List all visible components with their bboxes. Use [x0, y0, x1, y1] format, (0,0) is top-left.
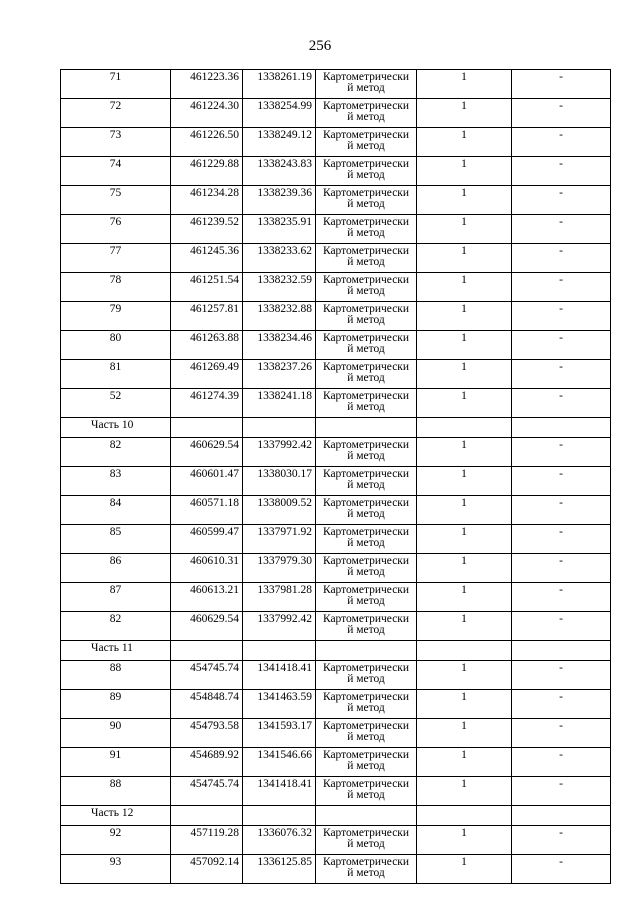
method-cell: Картометрически й метод: [316, 496, 417, 525]
method-cell: Картометрически й метод: [316, 554, 417, 583]
y-coordinate-cell: 1337992.42: [243, 612, 316, 641]
count-cell: 1: [417, 777, 512, 806]
point-number-cell: 90: [61, 719, 171, 748]
x-coordinate-cell: 460599.47: [171, 525, 243, 554]
section-label-cell: Часть 12: [61, 806, 171, 826]
method-cell: Картометрически й метод: [316, 157, 417, 186]
point-number-cell: 77: [61, 244, 171, 273]
table-row: [61, 360, 611, 389]
note-cell: -: [512, 186, 611, 215]
x-coordinate-cell: 461274.39: [171, 389, 243, 418]
method-cell: Картометрически й метод: [316, 855, 417, 884]
count-cell: 1: [417, 855, 512, 884]
y-coordinate-cell: 1336076.32: [243, 826, 316, 855]
count-cell: [417, 806, 512, 826]
point-number-cell: 72: [61, 99, 171, 128]
count-cell: 1: [417, 719, 512, 748]
method-cell: [316, 641, 417, 661]
method-cell: Картометрически й метод: [316, 661, 417, 690]
note-cell: -: [512, 525, 611, 554]
table-row: [61, 128, 611, 157]
note-cell: -: [512, 690, 611, 719]
method-cell: Картометрически й метод: [316, 826, 417, 855]
table-row: [61, 661, 611, 690]
x-coordinate-cell: 461245.36: [171, 244, 243, 273]
count-cell: 1: [417, 215, 512, 244]
count-cell: 1: [417, 525, 512, 554]
y-coordinate-cell: 1338241.18: [243, 389, 316, 418]
x-coordinate-cell: 460613.21: [171, 583, 243, 612]
point-number-cell: 82: [61, 612, 171, 641]
y-coordinate-cell: 1338239.36: [243, 186, 316, 215]
note-cell: [512, 641, 611, 661]
note-cell: -: [512, 389, 611, 418]
method-cell: Картометрически й метод: [316, 70, 417, 99]
y-coordinate-cell: 1337981.28: [243, 583, 316, 612]
x-coordinate-cell: 460571.18: [171, 496, 243, 525]
note-cell: -: [512, 438, 611, 467]
table-row: [61, 438, 611, 467]
section-label-cell: Часть 10: [61, 418, 171, 438]
point-number-cell: 88: [61, 777, 171, 806]
y-coordinate-cell: 1341593.17: [243, 719, 316, 748]
note-cell: -: [512, 612, 611, 641]
point-number-cell: 52: [61, 389, 171, 418]
method-cell: Картометрически й метод: [316, 186, 417, 215]
count-cell: 1: [417, 186, 512, 215]
count-cell: [417, 418, 512, 438]
note-cell: -: [512, 215, 611, 244]
note-cell: -: [512, 826, 611, 855]
x-coordinate-cell: 461257.81: [171, 302, 243, 331]
count-cell: 1: [417, 273, 512, 302]
method-cell: Картометрически й метод: [316, 612, 417, 641]
point-number-cell: 80: [61, 331, 171, 360]
point-number-cell: 73: [61, 128, 171, 157]
x-coordinate-cell: 460629.54: [171, 438, 243, 467]
note-cell: -: [512, 496, 611, 525]
y-coordinate-cell: 1338232.88: [243, 302, 316, 331]
x-coordinate-cell: 461226.50: [171, 128, 243, 157]
count-cell: 1: [417, 389, 512, 418]
table-row: [61, 525, 611, 554]
y-coordinate-cell: 1338237.26: [243, 360, 316, 389]
y-cell: [243, 641, 316, 661]
table-row: [61, 612, 611, 641]
table-row: [61, 583, 611, 612]
point-number-cell: 84: [61, 496, 171, 525]
table-row: [61, 855, 611, 884]
method-cell: Картометрически й метод: [316, 690, 417, 719]
table-row: [61, 331, 611, 360]
count-cell: 1: [417, 438, 512, 467]
y-coordinate-cell: 1341463.59: [243, 690, 316, 719]
table-row: [61, 244, 611, 273]
count-cell: [417, 641, 512, 661]
table-row: [61, 467, 611, 496]
page-number: 256: [308, 38, 332, 54]
point-number-cell: 92: [61, 826, 171, 855]
y-coordinate-cell: 1341418.41: [243, 661, 316, 690]
section-row: [61, 806, 611, 826]
point-number-cell: 87: [61, 583, 171, 612]
count-cell: 1: [417, 467, 512, 496]
method-cell: Картометрически й метод: [316, 389, 417, 418]
x-cell: [171, 641, 243, 661]
note-cell: -: [512, 583, 611, 612]
point-number-cell: 74: [61, 157, 171, 186]
count-cell: 1: [417, 554, 512, 583]
x-coordinate-cell: 454745.74: [171, 661, 243, 690]
table-row: [61, 554, 611, 583]
count-cell: 1: [417, 748, 512, 777]
table-row: [61, 302, 611, 331]
count-cell: 1: [417, 496, 512, 525]
y-coordinate-cell: 1338233.62: [243, 244, 316, 273]
method-cell: Картометрически й метод: [316, 273, 417, 302]
point-number-cell: 75: [61, 186, 171, 215]
x-coordinate-cell: 460629.54: [171, 612, 243, 641]
note-cell: -: [512, 661, 611, 690]
note-cell: -: [512, 99, 611, 128]
count-cell: 1: [417, 826, 512, 855]
table-row: [61, 273, 611, 302]
count-cell: 1: [417, 128, 512, 157]
method-cell: Картометрически й метод: [316, 244, 417, 273]
x-coordinate-cell: 461269.49: [171, 360, 243, 389]
y-coordinate-cell: 1338249.12: [243, 128, 316, 157]
table-row: [61, 719, 611, 748]
x-coordinate-cell: 461251.54: [171, 273, 243, 302]
point-number-cell: 82: [61, 438, 171, 467]
y-coordinate-cell: 1336125.85: [243, 855, 316, 884]
y-coordinate-cell: 1338235.91: [243, 215, 316, 244]
note-cell: -: [512, 748, 611, 777]
x-coordinate-cell: 454689.92: [171, 748, 243, 777]
note-cell: -: [512, 128, 611, 157]
method-cell: Картометрически й метод: [316, 525, 417, 554]
note-cell: -: [512, 719, 611, 748]
x-coordinate-cell: 454848.74: [171, 690, 243, 719]
count-cell: 1: [417, 661, 512, 690]
method-cell: [316, 806, 417, 826]
note-cell: -: [512, 244, 611, 273]
y-coordinate-cell: 1338232.59: [243, 273, 316, 302]
point-number-cell: 89: [61, 690, 171, 719]
x-coordinate-cell: 454793.58: [171, 719, 243, 748]
x-coordinate-cell: 457092.14: [171, 855, 243, 884]
table-row: [61, 748, 611, 777]
method-cell: Картометрически й метод: [316, 360, 417, 389]
coordinates-table: [60, 69, 611, 884]
method-cell: Картометрически й метод: [316, 438, 417, 467]
point-number-cell: 93: [61, 855, 171, 884]
y-coordinate-cell: 1338261.19: [243, 70, 316, 99]
count-cell: 1: [417, 690, 512, 719]
table-row: [61, 186, 611, 215]
method-cell: Картометрически й метод: [316, 302, 417, 331]
note-cell: -: [512, 360, 611, 389]
count-cell: 1: [417, 157, 512, 186]
method-cell: Картометрически й метод: [316, 777, 417, 806]
table-body: [61, 70, 611, 884]
y-cell: [243, 418, 316, 438]
x-coordinate-cell: 461239.52: [171, 215, 243, 244]
method-cell: Картометрически й метод: [316, 467, 417, 496]
point-number-cell: 86: [61, 554, 171, 583]
x-cell: [171, 418, 243, 438]
section-label-cell: Часть 11: [61, 641, 171, 661]
count-cell: 1: [417, 583, 512, 612]
x-coordinate-cell: 454745.74: [171, 777, 243, 806]
y-coordinate-cell: 1338030.17: [243, 467, 316, 496]
count-cell: 1: [417, 244, 512, 273]
note-cell: [512, 806, 611, 826]
table-row: [61, 690, 611, 719]
table-row: [61, 99, 611, 128]
count-cell: 1: [417, 99, 512, 128]
y-coordinate-cell: 1337992.42: [243, 438, 316, 467]
note-cell: -: [512, 467, 611, 496]
point-number-cell: 71: [61, 70, 171, 99]
note-cell: -: [512, 554, 611, 583]
x-coordinate-cell: 461229.88: [171, 157, 243, 186]
point-number-cell: 83: [61, 467, 171, 496]
note-cell: -: [512, 331, 611, 360]
section-row: [61, 418, 611, 438]
table-row: [61, 215, 611, 244]
count-cell: 1: [417, 70, 512, 99]
table-row: [61, 826, 611, 855]
table-row: [61, 389, 611, 418]
method-cell: Картометрически й метод: [316, 215, 417, 244]
note-cell: -: [512, 273, 611, 302]
y-coordinate-cell: 1341546.66: [243, 748, 316, 777]
x-coordinate-cell: 461263.88: [171, 331, 243, 360]
point-number-cell: 81: [61, 360, 171, 389]
y-coordinate-cell: 1341418.41: [243, 777, 316, 806]
method-cell: Картометрически й метод: [316, 748, 417, 777]
count-cell: 1: [417, 612, 512, 641]
method-cell: [316, 418, 417, 438]
note-cell: -: [512, 777, 611, 806]
note-cell: -: [512, 70, 611, 99]
y-coordinate-cell: 1338234.46: [243, 331, 316, 360]
method-cell: Картометрически й метод: [316, 331, 417, 360]
point-number-cell: 76: [61, 215, 171, 244]
table-row: [61, 496, 611, 525]
x-cell: [171, 806, 243, 826]
count-cell: 1: [417, 331, 512, 360]
note-cell: -: [512, 302, 611, 331]
x-coordinate-cell: 460610.31: [171, 554, 243, 583]
method-cell: Картометрически й метод: [316, 719, 417, 748]
count-cell: 1: [417, 302, 512, 331]
section-row: [61, 641, 611, 661]
table-row: [61, 157, 611, 186]
x-coordinate-cell: 461234.28: [171, 186, 243, 215]
method-cell: Картометрически й метод: [316, 128, 417, 157]
point-number-cell: 85: [61, 525, 171, 554]
method-cell: Картометрически й метод: [316, 583, 417, 612]
y-coordinate-cell: 1338009.52: [243, 496, 316, 525]
table-row: [61, 70, 611, 99]
count-cell: 1: [417, 360, 512, 389]
y-coordinate-cell: 1338254.99: [243, 99, 316, 128]
note-cell: [512, 418, 611, 438]
method-cell: Картометрически й метод: [316, 99, 417, 128]
point-number-cell: 88: [61, 661, 171, 690]
table-row: [61, 777, 611, 806]
x-coordinate-cell: 461224.30: [171, 99, 243, 128]
y-coordinate-cell: 1337979.30: [243, 554, 316, 583]
point-number-cell: 78: [61, 273, 171, 302]
note-cell: -: [512, 855, 611, 884]
y-coordinate-cell: 1338243.83: [243, 157, 316, 186]
point-number-cell: 91: [61, 748, 171, 777]
note-cell: -: [512, 157, 611, 186]
x-coordinate-cell: 461223.36: [171, 70, 243, 99]
point-number-cell: 79: [61, 302, 171, 331]
x-coordinate-cell: 457119.28: [171, 826, 243, 855]
x-coordinate-cell: 460601.47: [171, 467, 243, 496]
y-coordinate-cell: 1337971.92: [243, 525, 316, 554]
y-cell: [243, 806, 316, 826]
